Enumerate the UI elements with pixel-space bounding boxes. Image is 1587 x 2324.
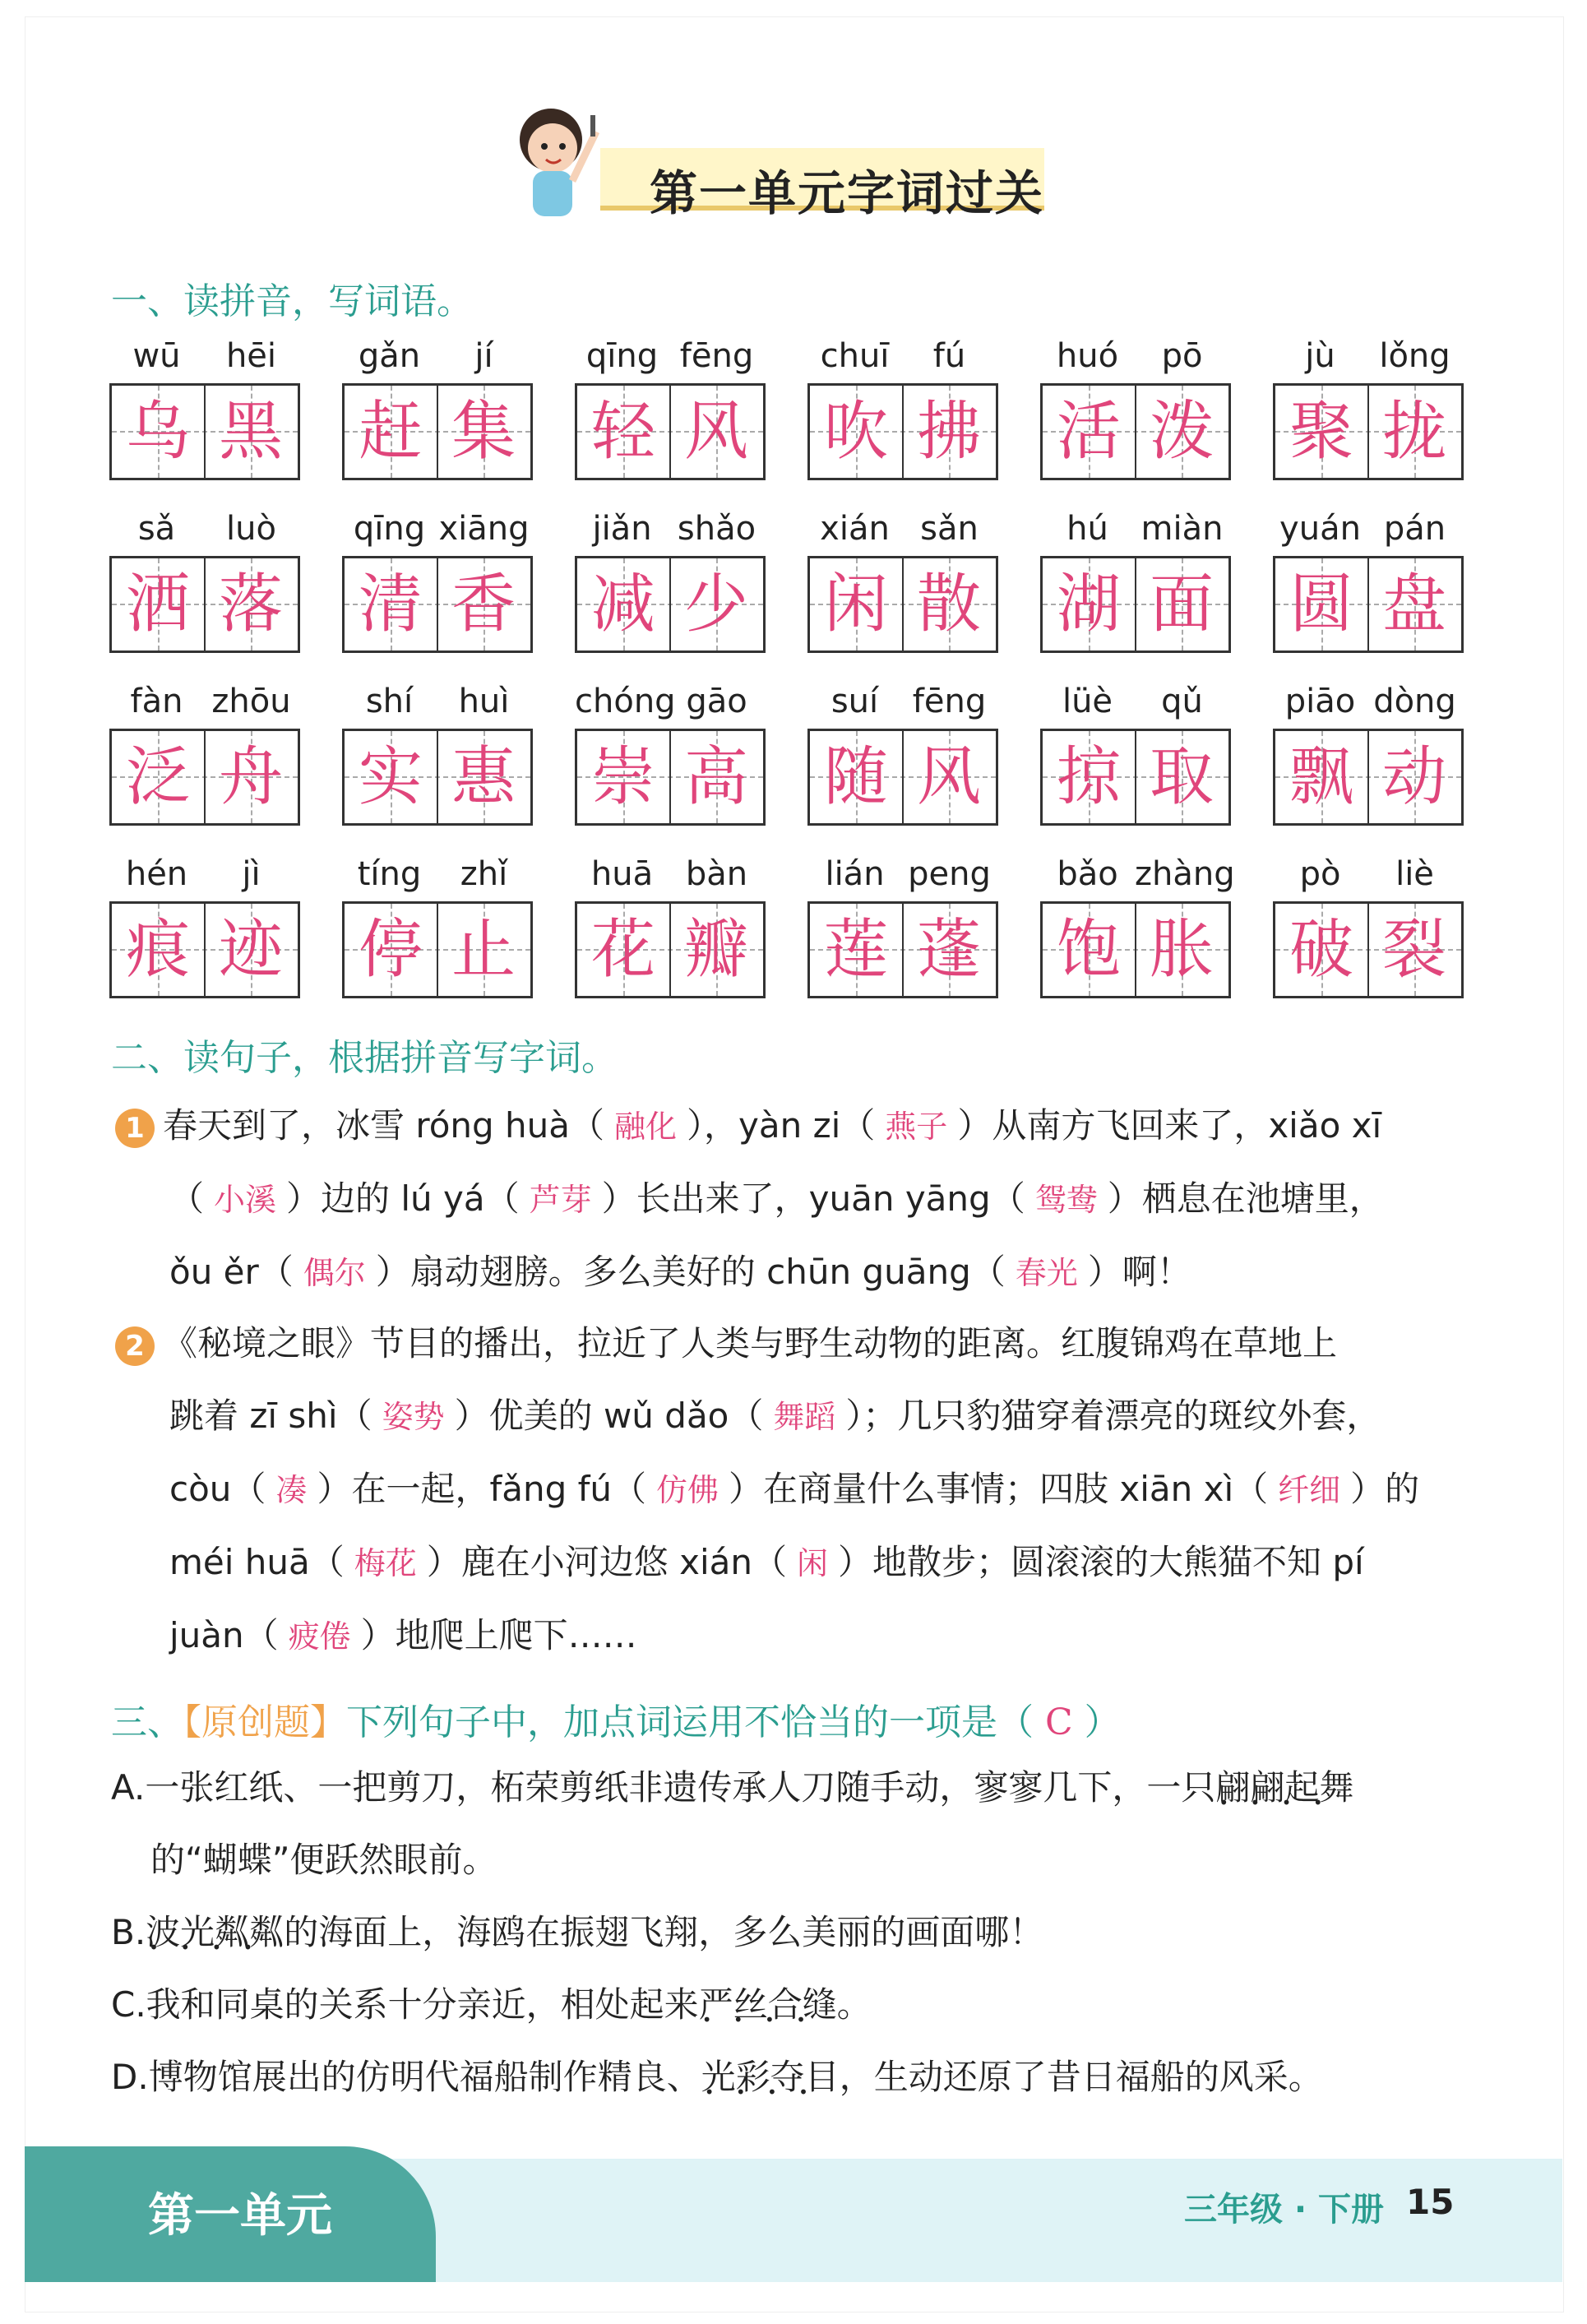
page-number: 15 (1406, 2182, 1455, 2222)
answer-character: 吹 (823, 395, 888, 469)
word-cell (807, 855, 997, 995)
pinyin (575, 510, 764, 553)
writing-box (109, 556, 300, 653)
answer-character: 随 (823, 740, 888, 814)
word-cell (109, 337, 298, 477)
answer-character: 泼 (1149, 395, 1214, 469)
answer-character: 落 (218, 567, 283, 641)
writing-box (807, 901, 998, 998)
answer-character: 蓬 (916, 913, 981, 987)
q2-line5: juàn（ 疲倦 ）地爬上爬下…… (169, 1615, 637, 1655)
answer-character: 风 (916, 740, 981, 814)
answer-character: 风 (683, 395, 748, 469)
pinyin (1040, 683, 1229, 725)
page-header (493, 99, 1069, 222)
dotted-word: 波光粼粼 • • • • (146, 1896, 284, 1969)
answer-character: 高 (683, 740, 748, 814)
answer: 纤细 (1278, 1472, 1341, 1508)
pinyin-syllable: qǔ (1161, 683, 1203, 720)
pinyin (807, 337, 997, 380)
answer-character: 拂 (916, 395, 981, 469)
word-cell (342, 510, 531, 650)
question-number-2: 2 (115, 1326, 155, 1366)
word-cell (807, 683, 997, 822)
pinyin-syllable: sǎn (920, 510, 979, 548)
word-cell (1040, 683, 1229, 822)
option-a: A.一张红纸、一把剪刀，柘荣剪纸非遗传承人刀随手动，寥寥几下，一只翩翩起舞 • • • • (111, 1752, 1460, 1824)
dotted-word: 严丝合缝 • • • • (699, 1969, 837, 2041)
pinyin (807, 855, 997, 898)
pinyin-syllable: chuī (820, 337, 890, 375)
pinyin (342, 855, 531, 898)
answer: 偶尔 (303, 1255, 366, 1291)
writing-box (109, 383, 300, 480)
pinyin (342, 510, 531, 553)
dotted-word: 翩翩起舞 • • • • (1215, 1752, 1353, 1824)
pinyin-syllable: chóng (575, 683, 676, 720)
pinyin-syllable: huā (590, 855, 654, 893)
word-cell (575, 683, 764, 822)
writing-box (109, 729, 300, 826)
writing-box (807, 383, 998, 480)
q2-line3: còu（ 凑 ）在一起，fǎng fú（ 仿佛 ）在商量什么事情；四肢 xiān xì（ 纤细 ）的 (169, 1469, 1420, 1509)
pinyin-syllable: shí (365, 683, 414, 720)
q2-line1: 2 《秘境之眼》节目的播出，拉近了人类与野生动物的距离。红腹锦鸡在草地上 (115, 1308, 1464, 1380)
footer-grade: 三年级 · 下册 (1184, 2191, 1385, 2229)
answer-character: 乌 (125, 395, 190, 469)
word-cell (109, 855, 298, 995)
pinyin-syllable: hén (125, 855, 188, 893)
word-cell (342, 683, 531, 822)
word-cell (575, 337, 764, 477)
pinyin (1273, 337, 1462, 380)
answer-character: 活 (1056, 395, 1121, 469)
pinyin-syllable: bàn (685, 855, 748, 893)
pinyin-syllable: tíng (357, 855, 422, 893)
dotted-word: 光彩夺目 • • • • (701, 2041, 840, 2113)
writing-box (1040, 556, 1231, 653)
writing-box (1273, 901, 1464, 998)
writing-box (575, 556, 766, 653)
word-cell (1273, 683, 1462, 822)
word-cell (575, 855, 764, 995)
question-2-1 (115, 1090, 1464, 1309)
option-a-cont: 的“蝴蝶”便跃然眼前。 (150, 1840, 497, 1880)
writing-box (342, 729, 533, 826)
pinyin-syllable: huó (1056, 337, 1119, 375)
pinyin-syllable: qīng (585, 337, 659, 375)
answer: 疲倦 (288, 1618, 351, 1655)
writing-box (575, 383, 766, 480)
answer-character: 痕 (125, 913, 190, 987)
answer-character: 舟 (218, 740, 283, 814)
pinyin-syllable: miàn (1141, 510, 1224, 548)
answer: 姿势 (382, 1399, 445, 1435)
writing-box (109, 901, 300, 998)
option-c: C.我和同桌的关系十分亲近，相处起来严丝合缝 • • • •。 (111, 1969, 1460, 2041)
q1-line3: ǒu ěr（ 偶尔 ）扇动翅膀。多么美好的 chūn guāng（ 春光 ）啊！ (169, 1252, 1191, 1292)
pinyin-syllable: lǒng (1379, 337, 1451, 375)
word-cell (1273, 510, 1462, 650)
pinyin-syllable: shǎo (677, 510, 756, 548)
pinyin (342, 683, 531, 725)
writing-box (342, 383, 533, 480)
answer-character: 花 (590, 913, 655, 987)
writing-box (1040, 383, 1231, 480)
answer-character: 饱 (1056, 913, 1121, 987)
page-title: 第一单元字词过关 (650, 165, 1045, 221)
writing-box (1273, 556, 1464, 653)
pinyin (1273, 855, 1462, 898)
section2-heading: 二、读句子，根据拼音写字词。 (111, 1037, 618, 1079)
answer: 芦芽 (529, 1182, 592, 1218)
pinyin-syllable: fēng (912, 683, 987, 720)
pinyin-syllable: yuán (1279, 510, 1361, 548)
pinyin-syllable: fàn (130, 683, 183, 720)
answer-character: 黑 (218, 395, 283, 469)
answer: 鸳鸯 (1034, 1182, 1098, 1218)
pinyin (575, 855, 764, 898)
answer-character: 迹 (218, 913, 283, 987)
option-d: D.博物馆展出的仿明代福船制作精良、光彩夺目 • • • •，生动还原了昔日福船的风采。 (111, 2041, 1460, 2113)
pinyin (1040, 337, 1229, 380)
footer-unit-tab (25, 2146, 436, 2282)
pinyin (1273, 683, 1462, 725)
q1-line2: （ 小溪 ）边的 lú yá（ 芦芽 ）长出来了，yuān yāng（ 鸳鸯 ）栖息在池塘里， (169, 1178, 1384, 1219)
answer: 燕子 (885, 1109, 948, 1145)
writing-box (575, 729, 766, 826)
word-cell (342, 855, 531, 995)
pinyin-syllable: dòng (1373, 683, 1456, 720)
answer-character: 实 (358, 740, 423, 814)
answer-character: 圆 (1289, 567, 1353, 641)
answer-character: 动 (1381, 740, 1446, 814)
answer: 舞蹈 (773, 1399, 836, 1435)
pinyin-syllable: fēng (679, 337, 754, 375)
answer-character: 少 (683, 567, 748, 641)
answer: C (1045, 1701, 1073, 1743)
pinyin-syllable: luò (226, 510, 276, 548)
answer-character: 盘 (1381, 567, 1446, 641)
pinyin-syllable: suí (831, 683, 879, 720)
pinyin (109, 683, 298, 725)
original-question-tag: 【原创题】 (183, 1701, 346, 1743)
pinyin (1273, 510, 1462, 553)
pinyin (342, 337, 531, 380)
answer: 融化 (614, 1109, 678, 1145)
pinyin-syllable: wū (132, 337, 181, 375)
writing-box (807, 556, 998, 653)
answer-character: 清 (358, 567, 423, 641)
answer: 闲 (797, 1545, 829, 1581)
pinyin-syllable: zhōu (211, 683, 291, 720)
answer-character: 停 (358, 913, 423, 987)
answer: 仿佛 (656, 1472, 719, 1508)
word-cell (1040, 510, 1229, 650)
answer: 梅花 (354, 1545, 417, 1581)
answer: 小溪 (214, 1182, 277, 1218)
pinyin (1040, 855, 1235, 898)
writing-box (342, 901, 533, 998)
pinyin-syllable: jiǎn (592, 510, 652, 548)
writing-box (1040, 729, 1231, 826)
writing-box (1040, 901, 1231, 998)
pinyin-syllable: gāo (686, 683, 747, 720)
pinyin-syllable: pán (1383, 510, 1446, 548)
word-cell (1040, 337, 1229, 477)
answer-character: 飘 (1289, 740, 1353, 814)
answer-character: 止 (451, 913, 516, 987)
pinyin (1040, 510, 1229, 553)
pinyin (575, 683, 764, 725)
answer-character: 掠 (1056, 740, 1121, 814)
answer-character: 香 (451, 567, 516, 641)
word-cell (575, 510, 764, 650)
question-number-1: 1 (115, 1109, 155, 1148)
q2-line2: 跳着 zī shì（ 姿势 ）优美的 wǔ dǎo（ 舞蹈 ）；几只豹猫穿着漂亮的斑纹外套， (169, 1396, 1381, 1436)
writing-box (1273, 383, 1464, 480)
pinyin-syllable: liè (1395, 855, 1434, 893)
pinyin (109, 510, 298, 553)
word-cell (342, 337, 531, 477)
pinyin-syllable: hú (1066, 510, 1108, 548)
answer-character: 聚 (1289, 395, 1353, 469)
answer-character: 惠 (451, 740, 516, 814)
pinyin (575, 337, 764, 380)
option-b: B.波光粼粼 • • • •的海面上，海鸥在振翅飞翔，多么美丽的画面哪！ (111, 1896, 1460, 1969)
pinyin-syllable: sǎ (137, 510, 176, 548)
pinyin-syllable: jí (474, 337, 493, 375)
writing-box (807, 729, 998, 826)
question-2-2 (115, 1308, 1464, 1673)
q1-line1: 1 春天到了，冰雪 róng huà（ 融化 ），yàn zi（ 燕子 ）从南方飞回来了，xiǎo xī (115, 1090, 1464, 1163)
answer-character: 散 (916, 567, 981, 641)
answer-character: 赶 (358, 395, 423, 469)
word-cell (807, 510, 997, 650)
pinyin-syllable: hēi (225, 337, 277, 375)
pinyin (109, 337, 298, 380)
answer-character: 取 (1149, 740, 1214, 814)
answer-character: 胀 (1149, 913, 1214, 987)
answer-character: 瓣 (683, 913, 748, 987)
pinyin-syllable: peng (908, 855, 991, 893)
answer: 春光 (1015, 1255, 1078, 1291)
pinyin-syllable: pò (1299, 855, 1341, 893)
answer-character: 湖 (1056, 567, 1121, 641)
pinyin-syllable: bǎo (1057, 855, 1118, 893)
word-cell (1273, 337, 1462, 477)
pinyin-syllable: zhǐ (460, 855, 508, 893)
section3-heading: 三、【原创题】下列句子中，加点词运用不恰当的一项是（ C ） (111, 1701, 1121, 1743)
answer-character: 泛 (125, 740, 190, 814)
answer-character: 拢 (1381, 395, 1446, 469)
pinyin (807, 510, 997, 553)
pinyin-syllable: gǎn (358, 337, 421, 375)
pinyin-syllable: xiāng (438, 510, 530, 548)
answer-character: 破 (1289, 913, 1353, 987)
pinyin-syllable: lüè (1062, 683, 1113, 720)
word-cell (1040, 855, 1235, 995)
pinyin-syllable: piāo (1284, 683, 1356, 720)
word-cell (109, 510, 298, 650)
footer-unit-label: 第一单元 (148, 2189, 332, 2243)
answer-character: 面 (1149, 567, 1214, 641)
pinyin (807, 683, 997, 725)
q2-line4: méi huā（ 梅花 ）鹿在小河边悠 xián（ 闲 ）地散步；圆滚滚的大熊猫不知 pí (169, 1542, 1364, 1582)
pinyin-syllable: jì (242, 855, 261, 893)
answer: 凑 (275, 1472, 308, 1508)
pinyin-syllable: lián (825, 855, 885, 893)
answer-character: 集 (451, 395, 516, 469)
writing-box (342, 556, 533, 653)
word-cell (109, 683, 298, 822)
writing-box (575, 901, 766, 998)
writing-box (1273, 729, 1464, 826)
answer-character: 轻 (590, 395, 655, 469)
answer-character: 裂 (1381, 913, 1446, 987)
answer-character: 减 (590, 567, 655, 641)
pinyin-syllable: zhàng (1135, 855, 1235, 893)
pinyin-syllable: fú (932, 337, 966, 375)
section1-heading: 一、读拼音，写词语。 (111, 280, 473, 322)
section3-options (111, 1752, 1460, 2113)
answer-character: 崇 (590, 740, 655, 814)
pinyin-syllable: jù (1305, 337, 1335, 375)
word-cell (807, 337, 997, 477)
answer-character: 闲 (823, 567, 888, 641)
pinyin-syllable: pō (1161, 337, 1203, 375)
pinyin-syllable: xián (820, 510, 890, 548)
word-cell (1273, 855, 1462, 995)
pinyin-syllable: huì (458, 683, 510, 720)
pinyin-syllable: qīng (353, 510, 426, 548)
answer-character: 莲 (823, 913, 888, 987)
pinyin (109, 855, 298, 898)
answer-character: 洒 (125, 567, 190, 641)
